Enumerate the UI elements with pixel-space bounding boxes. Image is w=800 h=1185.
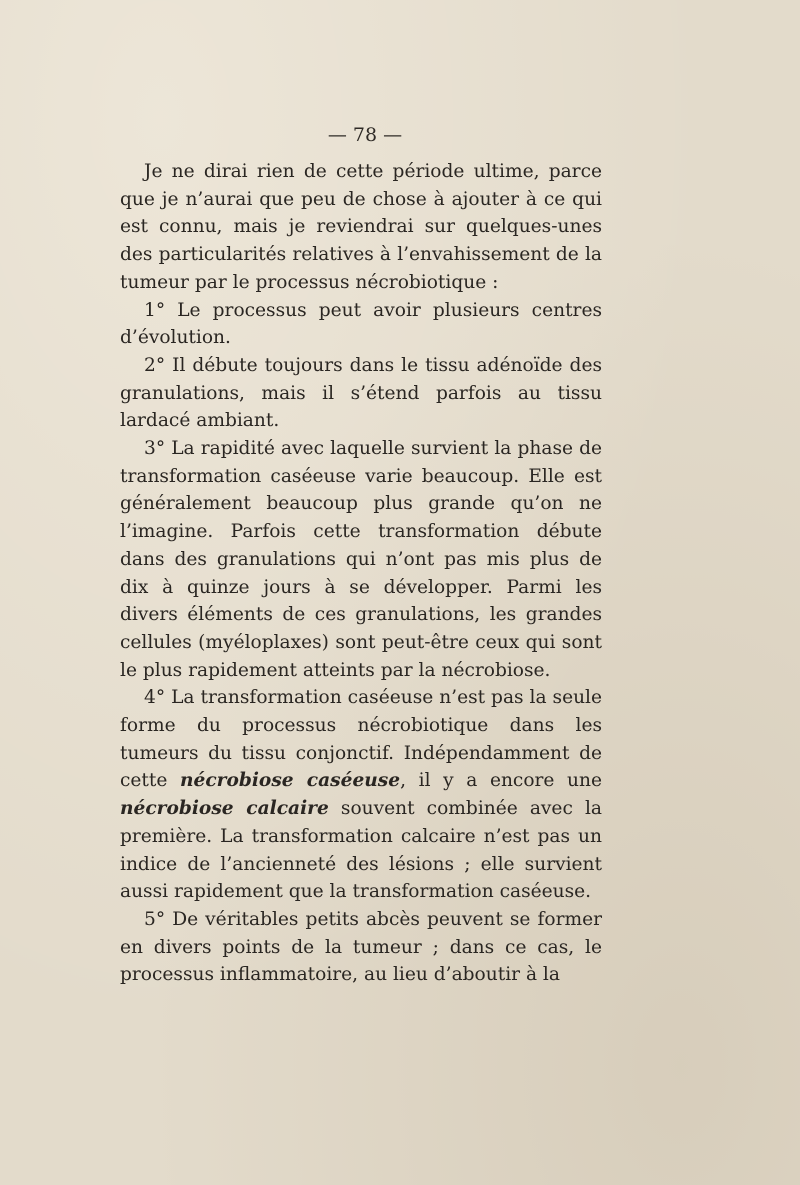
paragraph-4-part-e: souvent combinée avec la première. La transformation calcaire n’est pas un indice de l’ancienneté des lésions ; elle survient aussi rapidement que la transformation caséeuse. <box>120 798 602 903</box>
paragraph-3: 3° La rapidité avec laquelle survient la phase de transformation caséeuse varie beaucoup. Elle est généralement beaucoup plus grande qu’on ne l’imagine. Parfois cette transformation débute dans des granulations qui n’ont pas mis plus de dix à quinze jours à se développer. Parmi les divers éléments de ces granulations, les grandes cellules (myéloplaxes) sont peut-être ceux qui sont le plus rapidement atteints par la nécrobiose. <box>120 438 602 681</box>
paragraph-4-part-c: , il y a encore une <box>400 770 602 792</box>
paragraph-5: 5° De véritables petits abcès peuvent se former en divers points de la tumeur ; dans ce cas, le processus inflammatoire, au lieu d’aboutir à la <box>120 908 602 986</box>
body-text <box>120 158 602 989</box>
paragraph-1: 1° Le processus peut avoir plusieurs centres d’évolution. <box>120 299 602 349</box>
paragraph-2: 2° Il débute toujours dans le tissu adénoïde des granulations, mais il s’étend parfois au tissu lardacé ambiant. <box>120 354 602 432</box>
term-necrobiose-caseeuse: nécrobiose caséeuse <box>179 770 401 792</box>
page-number: — 78 — <box>327 124 403 146</box>
paragraph-4 <box>120 684 602 906</box>
paragraph-intro: Je ne dirai rien de cette période ultime, parce que je n’aurai que peu de chose à ajouter à ce qui est connu, mais je reviendrai sur quelques-unes des particularités relatives à l’envahissement de la tumeur par le processus nécrobiotique : <box>120 161 602 293</box>
paragraph-4-part-a: 4° La transformation caséeuse n’est pas la seule forme du processus nécrobiotique dans les tumeurs du tissu conjonctif. Indépendamment de cette <box>120 687 602 792</box>
term-necrobiose-calcaire: nécrobiose calcaire <box>120 798 329 820</box>
